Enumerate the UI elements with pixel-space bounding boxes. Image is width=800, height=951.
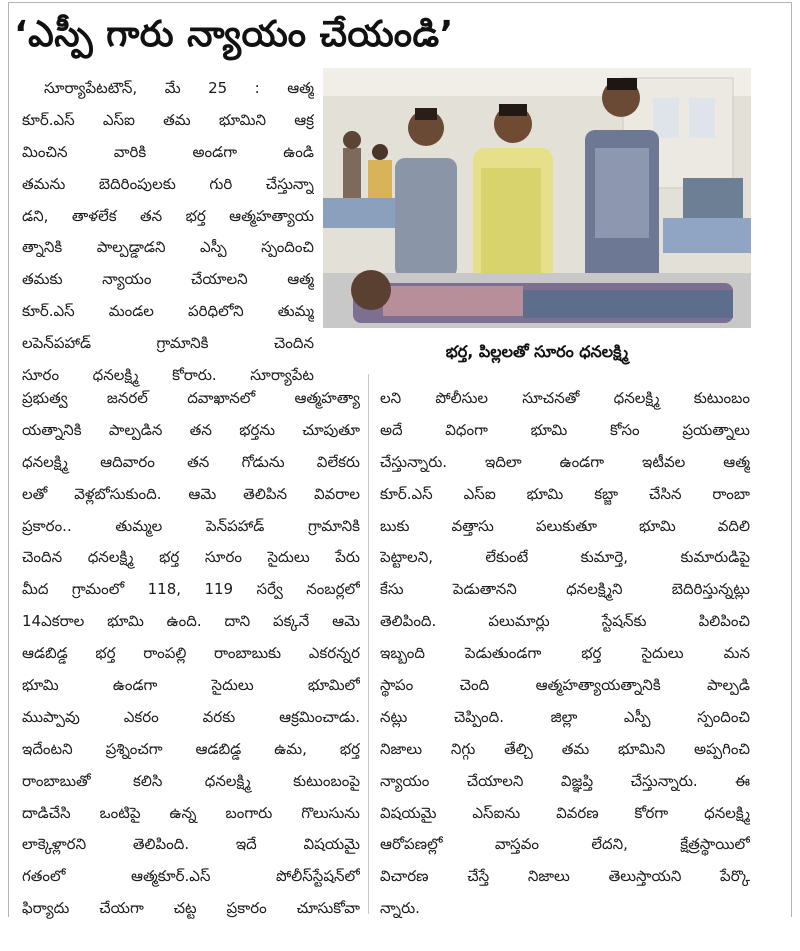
news-photo [323,68,751,328]
text-line: కేసు పెడుతానని ధనలక్ష్మిని బెదిరిస్తున్నట్లు [380,580,750,599]
text-line: మించిన వారికి అండగా ఉండి [22,142,314,161]
article-headline: ‘ఎస్పీ గారు న్యాయం చేయండి’ [14,14,454,55]
text-line: రాంబాబుతో కలిసి ధనలక్ష్మి కుటుంబంపై [22,771,360,790]
text-line: యత్నానికి పాల్పడిన తన భర్తను చూపుతూ [22,420,360,439]
left-border [8,2,9,917]
text-line: ఆరోపణల్లో వాస్తవం లేదని, క్షేత్రస్థాయిలో [380,835,750,854]
text-line: ప్రభుత్వ జనరల్‌ దవాఖానలో ఆత్మహత్యా [22,389,360,407]
text-line: బుకు వత్తాసు పలుకుతూ భూమి వదిలి [380,516,750,535]
text-line: మీద గ్రామంలో 118, 119 సర్వే నంబర్లలో [22,580,360,599]
text-line: నిజాలు నిగ్గు తేల్చి తమ భూమిని అప్పగించి [380,739,750,758]
text-line: దాడిచేసి ఒంటిపై ఉన్న బంగారు గొలుసును [22,803,360,822]
text-line: చేస్తున్నారు. ఇదిలా ఉండగా ఇటీవల ఆత్మ [380,452,750,471]
text-line: తెలిపింది. పలుమార్లు స్టేషన్‌కు పిలిపించి [380,612,750,631]
text-line: భూమి ఉండగా సైదులు భూమిలో [22,676,360,695]
text-line: సూర్యాపేటటౌన్‌, మే 25 : ఆత్మ [44,79,314,97]
text-line: పెట్టాలని, లేకుంటే కుమార్తె, కుమారుడిపై [380,548,750,567]
text-line: విషయమై ఎస్‌ఐను వివరణ కోరగా ధనలక్ష్మి [380,803,750,822]
text-line: లని పోలీసుల సూచనతో ధనలక్ష్మి కుటుంబం [380,389,750,407]
text-line: గతంలో ఆత్మకూర్‌.ఎస్‌ పోలీస్‌స్టేషన్‌లో [22,867,360,886]
text-line: లతో వెళ్లబోసుకుంది. ఆమె తెలిపిన వివరాల [22,484,360,503]
text-line: కూర్‌.ఎస్‌ ఎస్‌ఐ తమ భూమిని ఆక్ర [22,110,314,129]
text-line: కూర్‌.ఎస్‌ మండల పరిధిలోని తుమ్మ [22,302,314,321]
text-line: విచారణ చేస్తే నిజాలు తెలుస్తాయని పేర్కొ [380,867,750,886]
text-line: లపెన్‌పహాడ్‌ గ్రామానికి చెందిన [22,334,314,353]
text-line: అదే విధంగా భూమి కోసం ప్రయత్నాలు [380,420,750,439]
text-line: ఇబ్బంది పెడుతుండగా భర్త సైదులు మన [380,644,750,663]
text-line: చెందిన ధనలక్ష్మి భర్త సూరం సైదులు పేరు [22,548,360,567]
text-line: లాక్కెళ్లారని తెలిపింది. ఇదే విషయమై [22,835,360,854]
left-column-bottom [22,383,360,925]
text-line: స్థాపం చెంది ఆత్మహత్యాయత్నానికి పాల్పడి [380,676,750,695]
right-border [791,2,792,917]
text-line: న్యాయం చేయాలని విజ్ఞప్తి చేస్తున్నారు. ఈ [380,771,750,790]
column-divider [368,374,369,914]
text-line: తమను బెదిరింపులకు గురి చేస్తున్నా [22,174,314,193]
text-line: ధనలక్ష్మి ఆదివారం తన గోడును విలేకరు [22,452,360,471]
text-line: న్నారు. [380,899,420,918]
right-column [380,383,750,925]
text-line: ఇదేంటని ప్రశ్నించగా ఆడబిడ్డ ఉమ, భర్త [22,739,360,758]
text-line: డని, తాళలేక తన భర్త ఆత్మహత్యాయ [22,206,314,225]
photo-caption: భర్త, పిల్లలతో సూరం ధనలక్ష్మి [445,342,629,361]
text-line: త్నానికి పాల్పడ్డాడని ఎస్పీ స్పందించి [22,238,314,257]
text-line: ఆడబిడ్డ భర్త రాంపల్లి రాంబాబుకు ఎకరన్నర [22,644,360,663]
text-line: ఫిర్యాదు చేయగా చట్ట ప్రకారం చూసుకోవా [22,899,360,918]
text-line: 14ఎకరాల భూమి ఉంది. దాని పక్కనే ఆమె [22,612,360,631]
top-border [8,2,792,3]
text-line: తమకు న్యాయం చేయాలని ఆత్మ [22,270,314,289]
left-column-top [22,73,314,392]
text-line: ప్రకారం.. తుమ్మల పెన్‌పహాడ్‌ గ్రామానికి [22,516,360,535]
text-line: ముప్పావు ఎకరం వరకు ఆక్రమించాడు. [22,707,360,726]
text-line: నట్లు చెప్పింది. జిల్లా ఎస్పీ స్పందించి [380,707,750,726]
text-line: సూరం ధనలక్ష్మి కోరారు. సూర్యాపేట [22,366,314,385]
text-line: కూర్‌.ఎస్‌ ఎస్‌ఐ భూమి కబ్జా చేసిన రాంబా [380,484,750,503]
